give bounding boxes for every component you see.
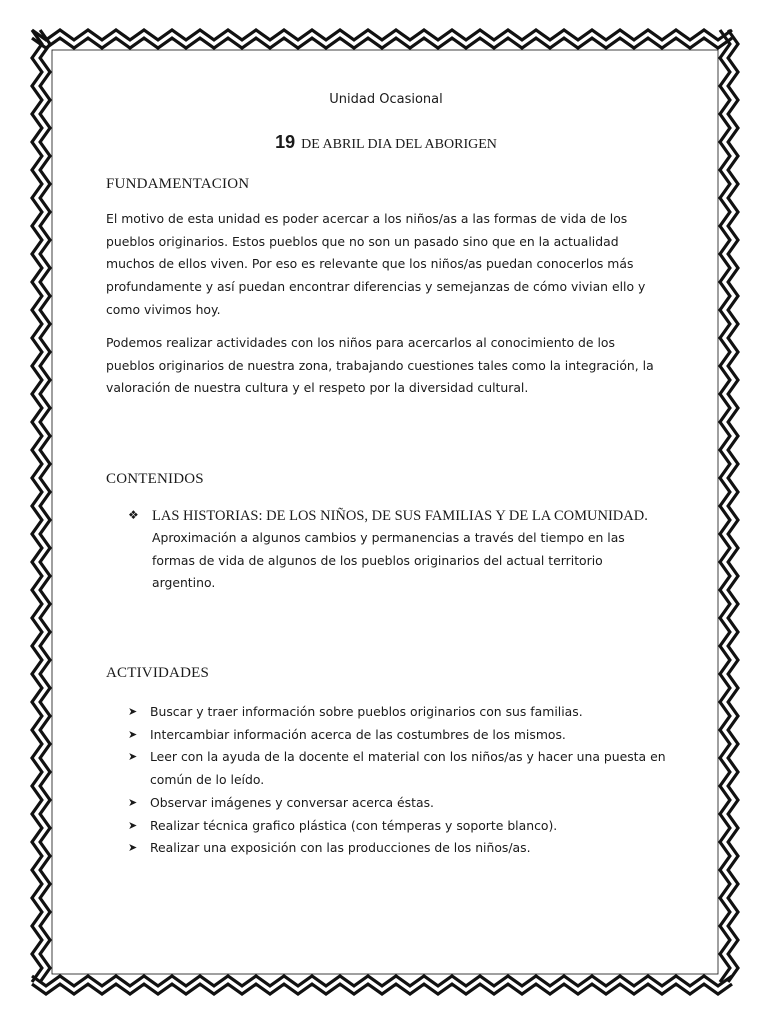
- list-item: [128, 837, 668, 860]
- actividades-list: [128, 701, 668, 860]
- list-item: [128, 792, 668, 815]
- arrowhead-bullet-icon: ➤: [128, 727, 138, 741]
- fundamentacion-heading: FUNDAMENTACION: [106, 176, 250, 192]
- title-text: DE ABRIL DIA DEL ABORIGEN: [301, 137, 497, 152]
- actividades-heading: ACTIVIDADES: [106, 665, 210, 681]
- contenidos-item: [128, 506, 658, 595]
- list-item: [128, 724, 668, 747]
- fundamentacion-paragraph-2: Podemos realizar actividades con los niños para acercarlos al conocimiento de los pueblos originarios de nuestra zona, trabajando cuestiones tales como la integración, la valoración de nuestra cultura y el respeto por la diversidad cultural.: [106, 335, 654, 396]
- unit-subtitle: Unidad Ocasional: [329, 92, 443, 107]
- fundamentacion-paragraph-1: El motivo de esta unidad es poder acercar a los niños/as a las formas de vida de los pueblos originarios. Estos pueblos que no son un pasado sino que en la actualidad muchos de ellos viven. Por eso es relevante que los niños/as puedan conocerlos más profundamente y así puedan encontrar diferencias y semejanzas de cómo vivian ello y como vivimos hoy.: [106, 211, 646, 317]
- arrowhead-bullet-icon: ➤: [128, 795, 138, 809]
- activity-text: Observar imágenes y conversar acerca éstas.: [150, 794, 434, 810]
- activity-text: Realizar técnica grafico plástica (con témperas y soporte blanco).: [150, 817, 558, 833]
- title-number: 19: [275, 132, 296, 152]
- activity-text: Buscar y traer información sobre pueblos originarios con sus familias.: [150, 704, 583, 719]
- contenidos-item-title: LAS HISTORIAS: DE LOS NIÑOS, DE SUS FAMILIAS Y DE LA COMUNIDAD.: [152, 508, 648, 524]
- activity-text: Intercambiar información acerca de las costumbres de los mismos.: [150, 726, 566, 742]
- activity-text: Leer con la ayuda de la docente el material con los niños/as y hacer una puesta en común de lo leído.: [150, 749, 666, 788]
- diamond-bullet-icon: ❖: [128, 508, 139, 522]
- arrowhead-bullet-icon: ➤: [128, 818, 138, 832]
- list-item: [128, 815, 668, 838]
- arrowhead-bullet-icon: ➤: [128, 705, 138, 718]
- page-title: [106, 132, 666, 153]
- list-item: [128, 701, 668, 724]
- list-item: [128, 746, 668, 791]
- arrowhead-bullet-icon: ➤: [128, 841, 138, 855]
- contenidos-item-description: Aproximación a algunos cambios y permanencias a través del tiempo en las formas de vida de algunos de los pueblos originarios del actual territorio argentino.: [152, 530, 625, 591]
- activity-text: Realizar una exposición con las producciones de los niños/as.: [150, 840, 531, 856]
- contenidos-heading: CONTENIDOS: [106, 471, 204, 487]
- arrowhead-bullet-icon: ➤: [128, 750, 138, 764]
